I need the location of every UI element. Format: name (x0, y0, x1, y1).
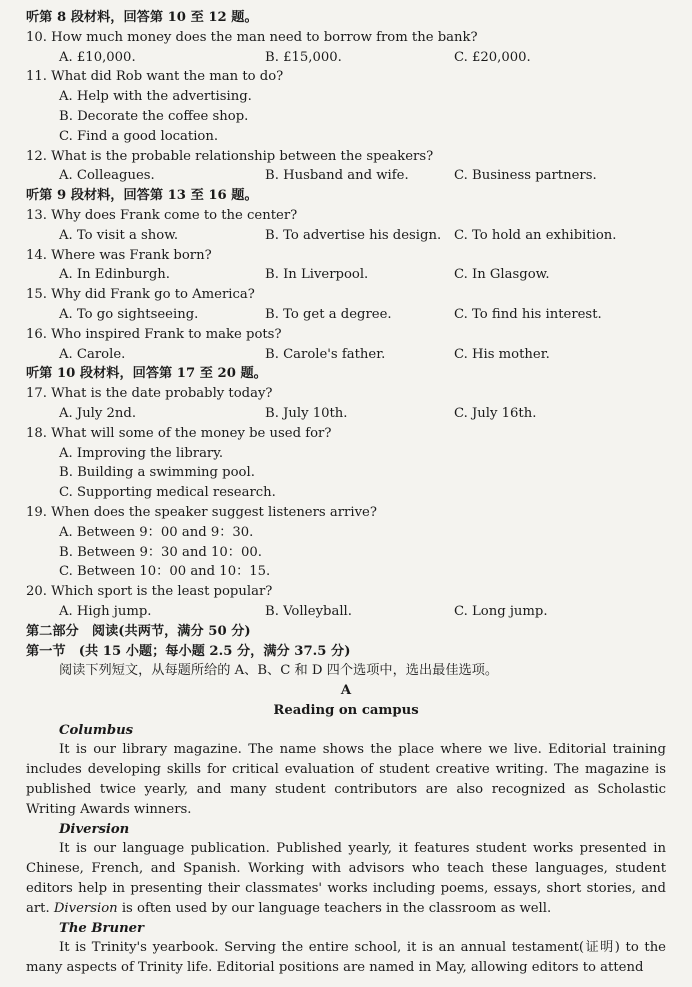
answer-option: C. Supporting medical research. (59, 485, 276, 501)
option-row (26, 602, 666, 622)
question-stem: 13. Why does Frank come to the center? (26, 207, 298, 223)
question-stem: 12. What is the probable relationship between the speakers? (26, 148, 434, 164)
answer-option: B. £15,000. (265, 49, 342, 65)
question-stem: 15. Why did Frank go to America? (26, 287, 255, 303)
question-stem: 16. Who inspired Frank to make pots? (26, 326, 282, 342)
option-row (26, 404, 666, 424)
question-stem: 11. What did Rob want the man to do? (26, 69, 284, 85)
listening-section (26, 8, 666, 622)
option-row (26, 226, 666, 246)
answer-option: C. In Glasgow. (454, 267, 550, 283)
answer-option: C. Find a good location. (59, 128, 219, 144)
answer-option: B. To advertise his design. (265, 227, 442, 243)
diversion-title-inline: Diversion (53, 900, 118, 916)
answer-option: A. £10,000. (59, 49, 136, 65)
answer-option: B. Carole's father. (265, 346, 386, 362)
reading-instruction: 阅读下列短文，从每题所给的 A、B、C 和 D 四个选项中，选出最佳选项。 (59, 663, 499, 679)
article-title-diversion: Diversion (59, 821, 130, 837)
answer-option: A. Improving the library. (59, 445, 224, 461)
section1-heading: 第一节 (共 15 小题；每小题 2.5 分，满分 37.5 分) (26, 643, 351, 659)
answer-option: B. Volleyball. (265, 603, 352, 619)
answer-option: C. Business partners. (454, 168, 597, 184)
answer-option: C. Between 10：00 and 10：15. (59, 564, 271, 580)
answer-option: A. Between 9：00 and 9：30. (59, 524, 254, 540)
answer-option: B. In Liverpool. (265, 267, 369, 283)
answer-option: B. Husband and wife. (265, 168, 409, 184)
answer-option: C. To hold an exhibition. (454, 227, 617, 243)
question-stem: 20. Which sport is the least popular? (26, 584, 273, 600)
answer-option: A. High jump. (59, 603, 152, 619)
diversion-text-pre: It is our language publication. Published yearly, it features student works presented in Chinese, French, and Spanish. Working with advisors who teach these languages, student editors help in presenting their classmates' works including poems, essays, short stories, and art. (26, 841, 666, 916)
answer-option: B. Decorate the coffee shop. (59, 108, 249, 124)
article-body-diversion (26, 839, 666, 918)
answer-option: B. July 10th. (265, 405, 348, 421)
answer-option: A. To visit a show. (59, 227, 179, 243)
diversion-text-post: is often used by our language teachers in the classroom as well. (117, 900, 552, 916)
article-title-bruner: The Bruner (59, 920, 144, 936)
passage-title: Reading on campus (273, 702, 419, 718)
question-stem: 17. What is the date probably today? (26, 386, 273, 402)
answer-option: A. July 2nd. (59, 405, 137, 421)
answer-option: B. Building a swimming pool. (59, 465, 255, 481)
question-stem: 18. What will some of the money be used for? (26, 425, 332, 441)
answer-option: C. £20,000. (454, 49, 531, 65)
option-row (26, 265, 666, 285)
part2-heading: 第二部分 阅读(共两节，满分 50 分) (26, 623, 251, 639)
answer-option: B. To get a degree. (265, 306, 392, 322)
answer-option: C. His mother. (454, 346, 550, 362)
article-title-columbus: Columbus (59, 722, 134, 738)
article-body-columbus: It is our library magazine. The name shows the place where we live. Editorial training includes developing skills for critical evaluation of student creative writing. The magazine is published twice yearly, and many student contributors are also recognized as Scholastic Writing Awards winners. (26, 742, 666, 817)
section-heading: 听第 9 段材料，回答第 13 至 16 题。 (26, 188, 258, 204)
question-stem: 19. When does the speaker suggest listeners arrive? (26, 504, 377, 520)
question-stem: 10. How much money does the man need to borrow from the bank? (26, 29, 478, 45)
article-body-bruner: It is Trinity's yearbook. Serving the entire school, it is an annual testament(证明) to the many aspects of Trinity life. Editorial positions are named in May, allowing editors to attend (26, 940, 666, 976)
answer-option: A. In Edinburgh. (59, 267, 170, 283)
passage-letter: A (340, 683, 352, 699)
question-stem: 14. Where was Frank born? (26, 247, 212, 263)
answer-option: C. Long jump. (454, 603, 548, 619)
answer-option: A. Carole. (59, 346, 126, 362)
option-row (26, 48, 666, 68)
option-row (26, 305, 666, 325)
answer-option: C. July 16th. (454, 405, 537, 421)
answer-option: C. To find his interest. (454, 306, 602, 322)
option-row (26, 166, 666, 186)
answer-option: A. Help with the advertising. (59, 89, 252, 105)
section-heading: 听第 8 段材料，回答第 10 至 12 题。 (26, 10, 258, 25)
answer-option: B. Between 9：30 and 10：00. (59, 544, 262, 560)
answer-option: A. To go sightseeing. (59, 306, 199, 322)
answer-option: A. Colleagues. (59, 168, 155, 184)
section-heading: 听第 10 段材料，回答第 17 至 20 题。 (26, 366, 267, 382)
option-row (26, 345, 666, 365)
